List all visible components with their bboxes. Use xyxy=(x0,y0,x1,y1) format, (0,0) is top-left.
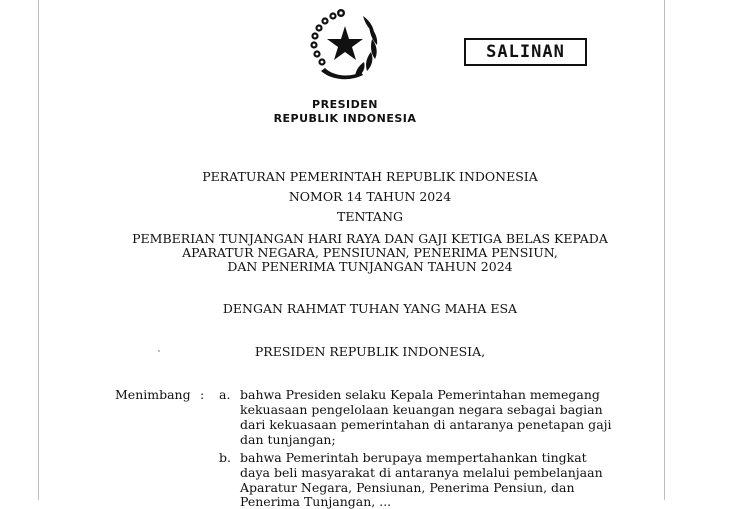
regulation-about: TENTANG xyxy=(336,209,403,224)
item-line: Aparatur Negara, Pensiunan, Penerima Pensiun, dan xyxy=(240,480,575,495)
item-line: bahwa Pemerintah berupaya mempertahankan tingkat xyxy=(240,450,587,465)
item-line: kekuasaan pengelolaan keuangan negara sebagai bagian xyxy=(240,402,603,417)
blessing-line: DENGAN RAHMAT TUHAN YANG MAHA ESA xyxy=(222,301,518,316)
item-marker: a. xyxy=(219,387,231,402)
item-line: bahwa Presiden selaku Kepala Pemerintahan memegang xyxy=(240,387,600,402)
subject-line: APARATUR NEGARA, PENSIUNAN, PENERIMA PENSIUN, xyxy=(182,245,558,260)
item-line: dan tunjangan; xyxy=(240,432,336,447)
copy-stamp-badge: SALINAN xyxy=(464,38,587,66)
regulation-title: PERATURAN PEMERINTAH REPUBLIK INDONESIA xyxy=(202,169,538,184)
item-line: daya beli masyarakat di antaranya melalui pembelanjaan xyxy=(240,465,603,480)
regulation-number: NOMOR 14 TAHUN 2024 xyxy=(288,189,452,204)
republic-title: REPUBLIK INDONESIA xyxy=(273,112,417,125)
presidential-seal-icon xyxy=(303,2,385,88)
subject-line: DAN PENERIMA TUNJANGAN TAHUN 2024 xyxy=(227,259,513,274)
subject-line: PEMBERIAN TUNJANGAN HARI RAYA DAN GAJI KETIGA BELAS KEPADA xyxy=(132,231,608,246)
issuer-line: PRESIDEN REPUBLIK INDONESIA, xyxy=(254,344,486,359)
item-marker: b. xyxy=(219,450,231,465)
item-line: Penerima Tunjangan, ... xyxy=(240,494,392,509)
considering-colon: : xyxy=(200,387,205,402)
page-left-edge xyxy=(38,0,39,500)
considering-label: Menimbang xyxy=(115,387,191,402)
item-line: dari kekuasaan pemerintahan di antaranya penetapan gaji xyxy=(240,417,612,432)
president-title: PRESIDEN xyxy=(312,98,378,111)
